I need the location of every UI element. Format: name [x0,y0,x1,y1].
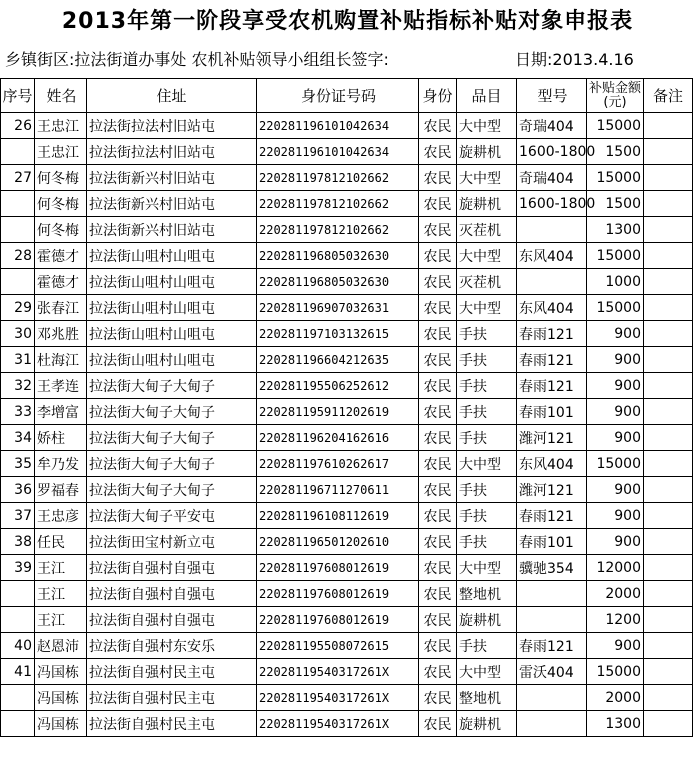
cell-amount: 15000 [587,659,644,685]
cell-no [1,607,35,633]
cell-item: 手扶 [457,399,517,425]
cell-no: 30 [1,321,35,347]
header-model: 型号 [517,79,587,113]
cell-status: 农民 [419,555,457,581]
cell-status: 农民 [419,425,457,451]
table-row [1,529,693,555]
cell-item: 手扶 [457,529,517,555]
cell-id: 220281196204162616 [257,425,419,451]
cell-item: 手扶 [457,321,517,347]
cell-note [644,451,693,477]
cell-no: 37 [1,503,35,529]
cell-amount: 1300 [587,711,644,737]
cell-address: 拉法街山咀村山咀屯 [87,321,257,347]
cell-id: 220281196108112619 [257,503,419,529]
cell-name: 牟乃发 [35,451,87,477]
cell-no: 32 [1,373,35,399]
cell-address: 拉法街新兴村旧站屯 [87,165,257,191]
cell-no [1,711,35,737]
cell-status: 农民 [419,659,457,685]
table-row [1,321,693,347]
cell-amount: 900 [587,347,644,373]
cell-amount: 900 [587,503,644,529]
cell-name: 王忠彦 [35,503,87,529]
cell-model [517,607,587,633]
cell-amount: 15000 [587,113,644,139]
cell-status: 农民 [419,321,457,347]
cell-id: 220281196501202610 [257,529,419,555]
cell-note [644,607,693,633]
table-row [1,295,693,321]
cell-item: 旋耕机 [457,139,517,165]
cell-model [517,581,587,607]
cell-status: 农民 [419,295,457,321]
cell-id: 220281197610262617 [257,451,419,477]
cell-id: 22028119540317261X [257,685,419,711]
cell-item: 大中型 [457,243,517,269]
cell-model: 春雨121 [517,321,587,347]
cell-no: 31 [1,347,35,373]
header-no: 序号 [1,79,35,113]
cell-note [644,347,693,373]
cell-id: 220281197608012619 [257,555,419,581]
cell-model [517,685,587,711]
cell-id: 220281197812102662 [257,191,419,217]
page-title: 2013年第一阶段享受农机购置补贴指标补贴对象申报表 [61,9,634,34]
cell-model: 东风404 [517,451,587,477]
table-row [1,581,693,607]
cell-id: 220281197608012619 [257,607,419,633]
table-row [1,373,693,399]
cell-address: 拉法街拉法村旧站屯 [87,113,257,139]
cell-no: 33 [1,399,35,425]
cell-address: 拉法街自强村自强屯 [87,581,257,607]
cell-name: 王忠江 [35,113,87,139]
header-status: 身份 [419,79,457,113]
header-note: 备注 [644,79,693,113]
cell-note [644,399,693,425]
cell-address: 拉法街大甸子大甸子 [87,425,257,451]
table-row [1,113,693,139]
cell-amount: 1500 [587,139,644,165]
cell-item: 手扶 [457,425,517,451]
table-row [1,477,693,503]
cell-model: 春雨101 [517,399,587,425]
cell-status: 农民 [419,685,457,711]
cell-no [1,217,35,243]
table-body [1,113,693,737]
header-item: 品目 [457,79,517,113]
cell-amount: 900 [587,477,644,503]
cell-amount: 15000 [587,165,644,191]
cell-status: 农民 [419,373,457,399]
cell-item: 旋耕机 [457,607,517,633]
cell-model: 雷沃404 [517,659,587,685]
cell-amount: 900 [587,425,644,451]
cell-name: 邓兆胜 [35,321,87,347]
cell-name: 王孝连 [35,373,87,399]
cell-note [644,373,693,399]
cell-status: 农民 [419,243,457,269]
cell-id: 220281196805032630 [257,243,419,269]
cell-note [644,633,693,659]
cell-amount: 900 [587,529,644,555]
cell-item: 整地机 [457,581,517,607]
cell-status: 农民 [419,633,457,659]
cell-item: 整地机 [457,685,517,711]
cell-note [644,425,693,451]
cell-note [644,217,693,243]
table-row [1,555,693,581]
header-amount: 补贴金额(元) [587,79,644,113]
cell-model [517,269,587,295]
cell-id: 220281195911202619 [257,399,419,425]
cell-note [644,659,693,685]
cell-note [644,269,693,295]
cell-note [644,113,693,139]
cell-no: 29 [1,295,35,321]
cell-name: 赵恩沛 [35,633,87,659]
cell-amount: 12000 [587,555,644,581]
cell-model: 春雨121 [517,373,587,399]
cell-no: 26 [1,113,35,139]
cell-note [644,321,693,347]
cell-item: 手扶 [457,373,517,399]
cell-note [644,243,693,269]
cell-no: 40 [1,633,35,659]
cell-item: 大中型 [457,555,517,581]
cell-address: 拉法街大甸子大甸子 [87,477,257,503]
cell-status: 农民 [419,607,457,633]
cell-note [644,529,693,555]
cell-no [1,581,35,607]
header-name: 姓名 [35,79,87,113]
cell-name: 霍德才 [35,269,87,295]
cell-status: 农民 [419,165,457,191]
table-row [1,633,693,659]
cell-item: 手扶 [457,477,517,503]
cell-item: 灭茬机 [457,217,517,243]
table-row [1,659,693,685]
cell-name: 冯国栋 [35,659,87,685]
cell-name: 李增富 [35,399,87,425]
cell-status: 农民 [419,113,457,139]
cell-status: 农民 [419,191,457,217]
cell-amount: 2000 [587,581,644,607]
cell-item: 大中型 [457,659,517,685]
cell-amount: 900 [587,399,644,425]
cell-model: 春雨121 [517,633,587,659]
town-signature-line: 乡镇街区:拉法街道办事处 农机补贴领导小组组长签字: [5,50,389,69]
cell-id: 220281197812102662 [257,165,419,191]
table-row [1,269,693,295]
cell-name: 杜海江 [35,347,87,373]
cell-no: 41 [1,659,35,685]
cell-name: 罗福春 [35,477,87,503]
subsidy-table [0,78,693,737]
cell-item: 大中型 [457,113,517,139]
meta-line [0,44,695,76]
cell-name: 娇柱 [35,425,87,451]
cell-item: 旋耕机 [457,191,517,217]
cell-amount: 2000 [587,685,644,711]
cell-status: 农民 [419,139,457,165]
cell-amount: 1000 [587,269,644,295]
table-row [1,217,693,243]
cell-id: 220281197608012619 [257,581,419,607]
cell-name: 霍德才 [35,243,87,269]
cell-no: 27 [1,165,35,191]
cell-id: 220281196101042634 [257,113,419,139]
cell-model: 春雨121 [517,347,587,373]
cell-id: 220281196907032631 [257,295,419,321]
cell-id: 220281196101042634 [257,139,419,165]
cell-no: 39 [1,555,35,581]
cell-amount: 900 [587,321,644,347]
cell-model: 东风404 [517,295,587,321]
cell-model: 潍河121 [517,477,587,503]
cell-name: 王江 [35,607,87,633]
cell-id: 220281196604212635 [257,347,419,373]
header-address: 住址 [87,79,257,113]
cell-note [644,503,693,529]
cell-address: 拉法街新兴村旧站屯 [87,191,257,217]
cell-name: 王江 [35,581,87,607]
table-row [1,399,693,425]
cell-name: 何冬梅 [35,217,87,243]
cell-note [644,477,693,503]
table-row [1,191,693,217]
cell-address: 拉法街自强村民主屯 [87,659,257,685]
table-header-row [1,79,693,113]
cell-item: 手扶 [457,633,517,659]
cell-address: 拉法街大甸子大甸子 [87,399,257,425]
cell-amount: 15000 [587,243,644,269]
cell-address: 拉法街自强村自强屯 [87,555,257,581]
table-row [1,165,693,191]
cell-address: 拉法街山咀村山咀屯 [87,269,257,295]
cell-id: 220281196711270611 [257,477,419,503]
cell-item: 手扶 [457,347,517,373]
cell-id: 220281196805032630 [257,269,419,295]
header-id: 身份证号码 [257,79,419,113]
cell-note [644,555,693,581]
table-row [1,503,693,529]
cell-amount: 900 [587,633,644,659]
cell-note [644,711,693,737]
cell-amount: 1500 [587,191,644,217]
table-row [1,139,693,165]
cell-amount: 1300 [587,217,644,243]
cell-no: 34 [1,425,35,451]
table-row [1,711,693,737]
table-row [1,685,693,711]
cell-id: 220281197103132615 [257,321,419,347]
cell-model: 骥驰354 [517,555,587,581]
cell-no: 36 [1,477,35,503]
cell-address: 拉法街自强村东安乐 [87,633,257,659]
cell-status: 农民 [419,477,457,503]
cell-model: 奇瑞404 [517,113,587,139]
cell-no [1,685,35,711]
cell-amount: 15000 [587,295,644,321]
cell-status: 农民 [419,529,457,555]
cell-id: 220281195508072615 [257,633,419,659]
cell-name: 何冬梅 [35,191,87,217]
cell-no: 38 [1,529,35,555]
cell-address: 拉法街山咀村山咀屯 [87,243,257,269]
cell-note [644,685,693,711]
cell-name: 冯国栋 [35,685,87,711]
table-row [1,451,693,477]
cell-status: 农民 [419,711,457,737]
cell-amount: 1200 [587,607,644,633]
cell-no: 28 [1,243,35,269]
cell-name: 张春江 [35,295,87,321]
cell-note [644,139,693,165]
cell-address: 拉法街大甸子大甸子 [87,373,257,399]
cell-status: 农民 [419,503,457,529]
cell-status: 农民 [419,581,457,607]
cell-no: 35 [1,451,35,477]
cell-model: 春雨121 [517,503,587,529]
cell-id: 220281195506252612 [257,373,419,399]
cell-address: 拉法街新兴村旧站屯 [87,217,257,243]
table-row [1,347,693,373]
cell-address: 拉法街大甸子大甸子 [87,451,257,477]
cell-address: 拉法街山咀村山咀屯 [87,295,257,321]
cell-address: 拉法街田宝村新立屯 [87,529,257,555]
cell-id: 22028119540317261X [257,711,419,737]
cell-model [517,711,587,737]
cell-address: 拉法街拉法村旧站屯 [87,139,257,165]
cell-model [517,217,587,243]
cell-item: 手扶 [457,503,517,529]
cell-note [644,295,693,321]
cell-amount: 15000 [587,451,644,477]
cell-amount: 900 [587,373,644,399]
table-row [1,243,693,269]
cell-name: 任民 [35,529,87,555]
cell-no [1,269,35,295]
cell-address: 拉法街山咀村山咀屯 [87,347,257,373]
cell-model: 春雨101 [517,529,587,555]
cell-status: 农民 [419,347,457,373]
cell-item: 大中型 [457,451,517,477]
cell-model: 奇瑞404 [517,165,587,191]
cell-id: 220281197812102662 [257,217,419,243]
cell-no [1,139,35,165]
cell-name: 王忠江 [35,139,87,165]
cell-id: 22028119540317261X [257,659,419,685]
table-row [1,425,693,451]
cell-name: 王江 [35,555,87,581]
cell-item: 大中型 [457,295,517,321]
cell-address: 拉法街自强村民主屯 [87,685,257,711]
cell-status: 农民 [419,217,457,243]
cell-address: 拉法街自强村民主屯 [87,711,257,737]
cell-status: 农民 [419,269,457,295]
cell-status: 农民 [419,399,457,425]
cell-note [644,581,693,607]
table-row [1,607,693,633]
cell-address: 拉法街大甸子平安屯 [87,503,257,529]
cell-model: 潍河121 [517,425,587,451]
cell-model: 1600-1800 [517,139,587,165]
cell-status: 农民 [419,451,457,477]
cell-no [1,191,35,217]
cell-note [644,191,693,217]
cell-item: 旋耕机 [457,711,517,737]
cell-note [644,165,693,191]
cell-name: 冯国栋 [35,711,87,737]
cell-name: 何冬梅 [35,165,87,191]
cell-item: 大中型 [457,165,517,191]
cell-item: 灭茬机 [457,269,517,295]
report-date: 日期:2013.4.16 [515,50,634,69]
cell-model: 1600-1800 [517,191,587,217]
cell-address: 拉法街自强村自强屯 [87,607,257,633]
cell-model: 东风404 [517,243,587,269]
